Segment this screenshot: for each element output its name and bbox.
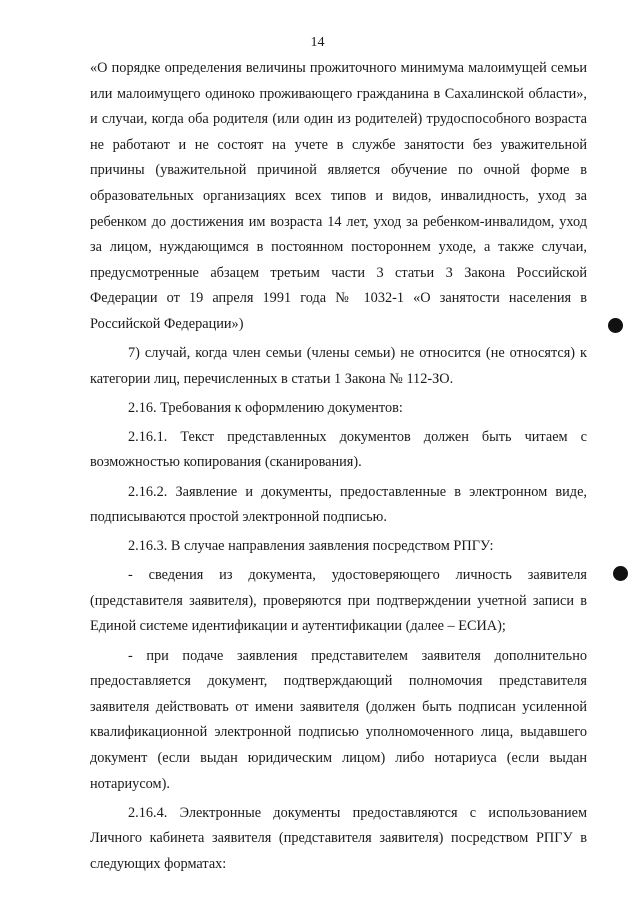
paragraph-section-2-16-3: 2.16.3. В случае направления заявления посредством РПГУ:: [128, 538, 494, 555]
paragraph-section-2-16-1: 2.16.1. Текст представленных документов должен быть читаем с возможностью копирования (сканирования).: [90, 428, 587, 471]
paragraph-section-2-16: 2.16. Требования к оформлению документов:: [128, 399, 403, 416]
page-number: 14: [310, 35, 325, 50]
paragraph-section-2-16-4: 2.16.4. Электронные документы предоставляются с использованием Личного кабинета заявителя (представителя заявителя) посредством РПГУ в следующих форматах:: [90, 804, 587, 872]
punch-hole-mark: [613, 566, 628, 581]
paragraph-item-7: 7) случай, когда член семьи (члены семьи) не относится (не относятся) к категории лиц, перечисленных в статьи 1 Закона № 112-ЗО.: [90, 345, 587, 387]
document-body: [90, 56, 587, 881]
paragraph-continuation: «О порядке определения величины прожиточного минимума малоимущей семьи или малоимущего одиноко проживающего гражданина в Сахалинской области», и случаи, когда оба родителя (или один из родителей) трудоспособного возраста не работают и не состоят на учете в службе занятости без уважительной причины (уважительной причиной является обучение по очной форме в образовательных организациях всех типов и видов, инвалидность, уход за ребенком до достижения им возраста 14 лет, уход за ребенком-инвалидом, уход за лицом, нуждающимся в постоянном постороннем уходе, а также случаи, предусмотренные абзацем третьим части 3 статьи 3 Закона Российской Федерации от 19 апреля 1991 года № 1032-1 «О занятости населения в Российской Федерации»): [90, 60, 587, 332]
paragraph-section-2-16-2: 2.16.2. Заявление и документы, предоставленные в электронном виде, подписываются простой электронной подписью.: [90, 483, 587, 526]
paragraph-dash-2: - при подаче заявления представителем заявителя дополнительно предоставляется документ, подтверждающий полномочия представителя заявителя действовать от имени заявителя (должен быть подписан усиленной квалификационной электронной подписью уполномоченного лица, выдавшего документ (если выдан юридическим лицом) либо нотариуса (если выдан нотариусом).: [90, 647, 587, 792]
punch-hole-mark: [608, 318, 623, 333]
paragraph-dash-1: - сведения из документа, удостоверяющего личность заявителя (представителя заявителя), проверяются при подтверждении учетной записи в Единой системе идентификации и аутентификации (далее – ЕСИА);: [90, 567, 587, 635]
